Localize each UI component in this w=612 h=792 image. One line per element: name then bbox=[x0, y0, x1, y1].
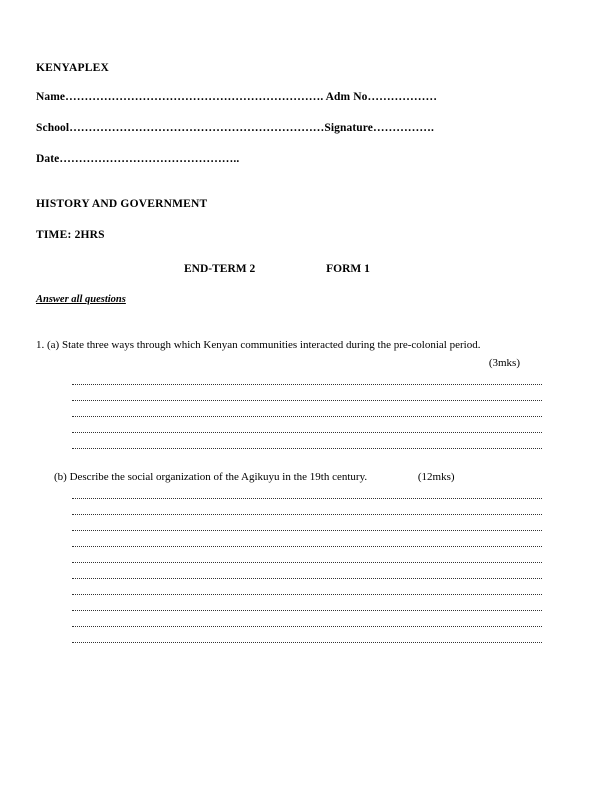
document-content bbox=[36, 62, 576, 643]
name-admno-field: Name…………………………………………………………. Adm No……………… bbox=[36, 91, 438, 103]
answer-line[interactable] bbox=[72, 432, 542, 433]
date-field: Date……………………………………….. bbox=[36, 153, 240, 165]
answer-line[interactable] bbox=[72, 642, 542, 643]
question-1b-answer-area[interactable] bbox=[72, 498, 542, 643]
subject-title: HISTORY AND GOVERNMENT bbox=[36, 198, 208, 210]
answer-line[interactable] bbox=[72, 448, 542, 449]
answer-line[interactable] bbox=[72, 530, 542, 531]
exam-term: END-TERM 2 bbox=[184, 263, 256, 275]
site-title: KENYAPLEX bbox=[36, 62, 109, 74]
question-1a-answer-area[interactable] bbox=[72, 384, 542, 449]
answer-line[interactable] bbox=[72, 546, 542, 547]
question-1b-text-after: century. bbox=[332, 471, 368, 483]
exam-duration: TIME: 2HRS bbox=[36, 229, 105, 241]
question-1b-text bbox=[54, 471, 576, 483]
answer-line[interactable] bbox=[72, 498, 542, 499]
subject-block bbox=[36, 198, 576, 305]
question-1b-text-before: (b) Describe the social organization of the Agikuyu in the 19 bbox=[54, 471, 321, 483]
answer-line[interactable] bbox=[72, 384, 542, 385]
school-signature-field: School…………………………………………………………Signature……………. bbox=[36, 122, 434, 134]
exam-term-form-row bbox=[184, 263, 576, 275]
answer-line[interactable] bbox=[72, 594, 542, 595]
question-1a-marks: (3mks) bbox=[488, 357, 520, 369]
question-1b-superscript: th bbox=[320, 471, 330, 483]
question-1b-marks: (12mks) bbox=[417, 471, 455, 483]
answer-line[interactable] bbox=[72, 400, 542, 401]
question-1a bbox=[36, 339, 576, 449]
answer-line[interactable] bbox=[72, 610, 542, 611]
answer-line[interactable] bbox=[72, 562, 542, 563]
answer-line[interactable] bbox=[72, 416, 542, 417]
exam-instruction: Answer all questions bbox=[36, 294, 126, 305]
answer-line[interactable] bbox=[72, 626, 542, 627]
question-1b bbox=[36, 471, 576, 643]
question-1a-text: 1. (a) State three ways through which Kenyan communities interacted during the pre-colonial period. bbox=[36, 339, 481, 351]
exam-form: FORM 1 bbox=[326, 263, 370, 275]
answer-line[interactable] bbox=[72, 578, 542, 579]
answer-line[interactable] bbox=[72, 514, 542, 515]
